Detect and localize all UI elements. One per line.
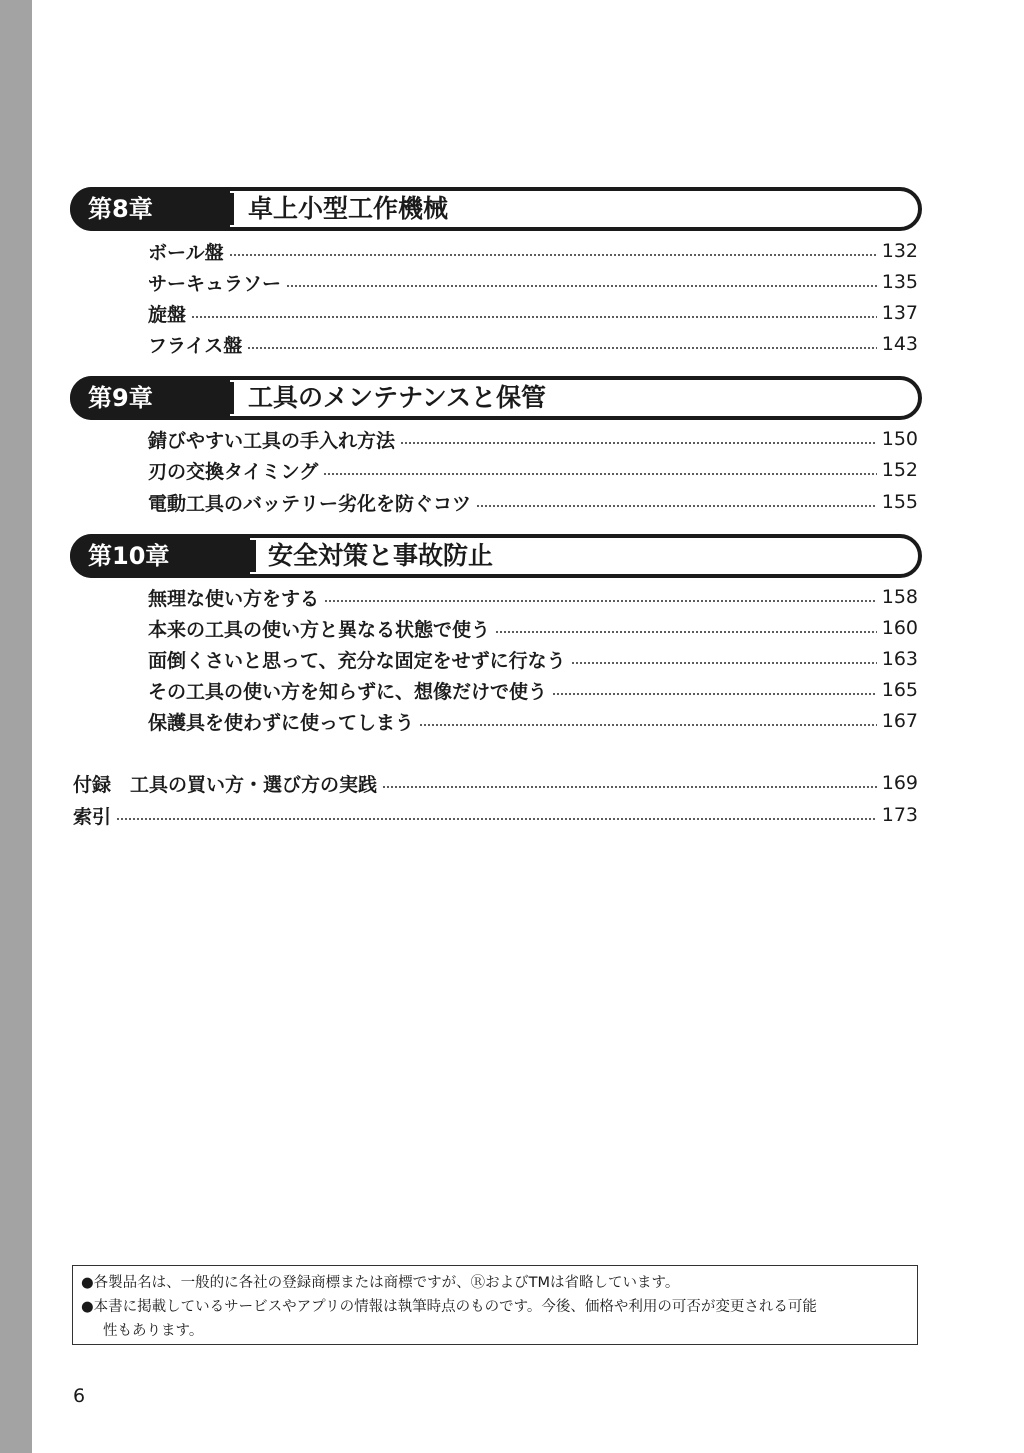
page-number: 6 [73,1385,86,1407]
toc-entry[interactable] [148,488,918,516]
toc-entry[interactable] [148,237,918,265]
toc-entry-text: 無理な使い方をする [148,587,320,610]
toc-entry[interactable] [148,645,918,673]
toc-entry-page: 150 [881,428,918,450]
toc-entry-text: 付録 工具の買い方・選び方の実践 [73,773,378,796]
toc-entry-appendix[interactable] [73,769,918,797]
toc-entry[interactable] [148,583,918,611]
toc-entry-text: 保護具を使わずに使ってしまう [148,711,415,734]
chapter-header-9 [70,376,922,420]
toc-entry-index[interactable] [73,801,918,829]
toc-entry-page: 165 [881,679,918,701]
chapter-label: 第10章 [70,534,250,578]
toc-entry-text: その工具の使い方を知らずに、想像だけで使う [148,680,548,703]
toc-entry-page: 158 [881,586,918,608]
toc-entry-page: 163 [881,648,918,670]
leader-dots [191,316,877,318]
toc-entry-text: 錆びやすい工具の手入れ方法 [148,429,396,452]
chapter-title: 安全対策と事故防止 [268,541,494,570]
toc-entry-text: ボール盤 [148,241,224,264]
chapter-label: 第9章 [70,376,230,420]
toc-entry-page: 155 [881,491,918,513]
toc-entry-text: 索引 [73,805,112,828]
leader-dots [419,724,877,726]
toc-entry[interactable] [148,676,918,704]
toc-entry-page: 135 [881,271,918,293]
side-band [0,0,32,1453]
toc-entry-text: サーキュラソー [148,272,282,295]
toc-entry[interactable] [148,299,918,327]
leader-dots [323,473,876,475]
toc-entry-page: 173 [881,804,918,826]
toc-entry-text: 本来の工具の使い方と異なる状態で使う [148,618,491,641]
toc-entry[interactable] [148,268,918,296]
leader-dots [247,347,876,349]
chapter-header-10 [70,534,922,578]
leader-dots [229,254,877,256]
toc-entry-page: 167 [881,710,918,732]
chapter-label: 第8章 [70,187,230,231]
note-service-info: ●本書に掲載しているサービスやアプリの情報は執筆時点のものです。今後、価格や利用の可否が変更される可能 [81,1299,817,1315]
leader-dots [286,285,877,287]
toc-entry-page: 143 [881,333,918,355]
toc-entry-page: 152 [881,459,918,481]
toc-entry-page: 160 [881,617,918,639]
leader-dots [324,600,877,602]
toc-entry-text: 刃の交換タイミング [148,460,319,483]
leader-dots [116,818,877,820]
leader-dots [476,505,877,507]
chapter-header-8 [70,187,922,231]
toc-entry-text: 面倒くさいと思って、充分な固定をせずに行なう [148,649,566,672]
toc-entry[interactable] [148,456,918,484]
note-service-info-cont: 性もあります。 [103,1323,204,1339]
chapter-separator [228,382,234,414]
leader-dots [495,631,877,633]
chapter-separator [228,193,234,225]
leader-dots [552,693,877,695]
toc-entry-text: 電動工具のバッテリー劣化を防ぐコツ [148,492,472,515]
leader-dots [382,786,877,788]
leader-dots [400,442,877,444]
chapter-separator [250,540,256,572]
toc-entry-page: 169 [881,772,918,794]
toc-entry-page: 132 [881,240,918,262]
toc-entry-page: 137 [881,302,918,324]
note-trademark: ●各製品名は、一般的に各社の登録商標または商標ですが、ⓇおよびTMは省略しています。 [81,1275,680,1291]
notes-box [72,1265,918,1345]
leader-dots [571,662,877,664]
toc-entry[interactable] [148,707,918,735]
toc-entry[interactable] [148,330,918,358]
toc-entry-text: 旋盤 [148,303,187,326]
toc-entry-text: フライス盤 [148,334,243,357]
chapter-title: 工具のメンテナンスと保管 [248,383,547,412]
toc-entry[interactable] [148,425,918,453]
toc-entry[interactable] [148,614,918,642]
chapter-title: 卓上小型工作機械 [248,194,449,223]
